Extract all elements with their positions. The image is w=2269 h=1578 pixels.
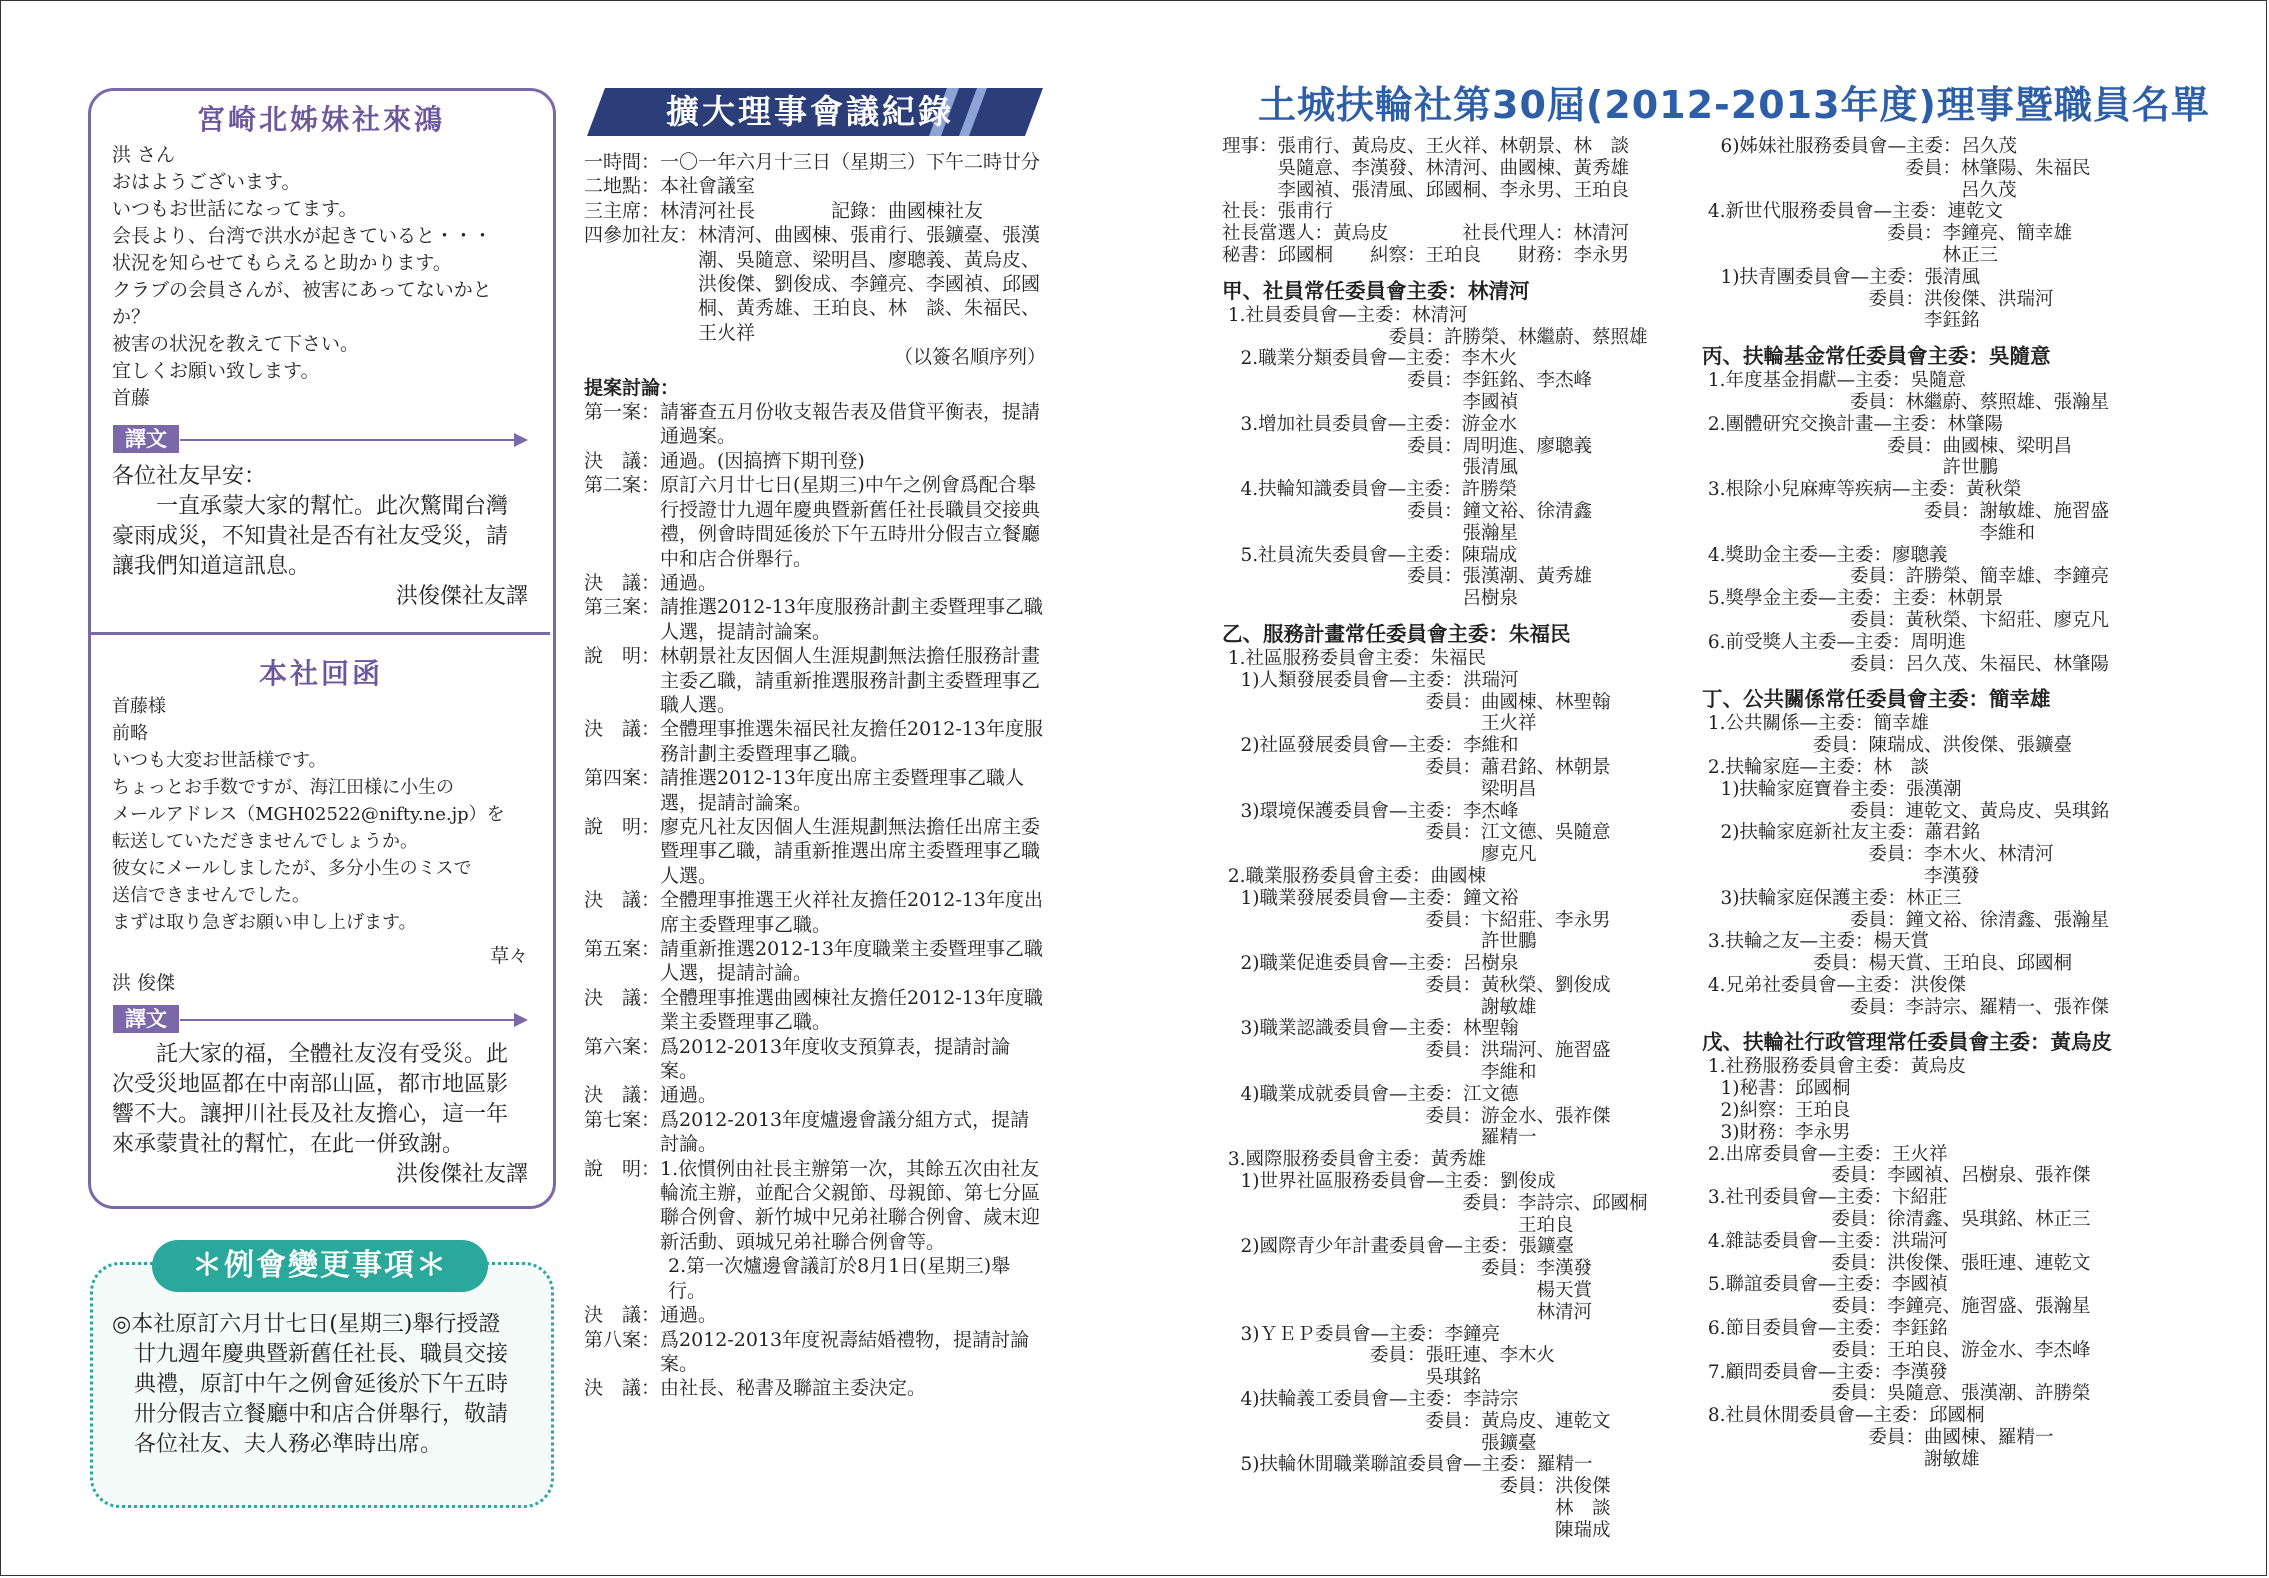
roster-line: 委員：謝敏雄、施習盛 — [1702, 500, 2110, 522]
notice-line: 典禮，原訂中午之例會延後於下午五時 — [112, 1372, 509, 1397]
arrow-line — [180, 439, 516, 441]
roster-line: 李維和 — [1222, 1062, 1537, 1084]
reply-letter — [112, 693, 542, 936]
minutes-row — [584, 150, 1046, 174]
minutes-row-value: 原訂六月廿七日(星期三)中午之例會爲配合舉行授證廿九週年慶典暨新舊任社長職員交接典禮，例會時間延後於下午五時卅分假吉立餐廳中和店合併舉行。 — [660, 474, 1041, 570]
roster-line: 委員：李詩宗、羅精一、張祚傑 — [1702, 996, 2110, 1018]
roster-line: 2.團體研究交換計畫—主委：林肇陽 — [1702, 413, 2004, 435]
roster-line: 委員：許勝榮、簡幸雄、李鐘亮 — [1702, 566, 2110, 588]
roster-line: 委員：徐清鑫、吳琪銘、林正三 — [1702, 1209, 2091, 1231]
roster-line: 許世鵬 — [1702, 457, 1999, 479]
roster-line: 李漢發 — [1702, 865, 1980, 887]
minutes-row — [584, 595, 1046, 644]
roster-line: 委員：張旺連、李木火 — [1222, 1345, 1556, 1367]
translation-badge: 譯文 — [113, 1005, 179, 1033]
letter-line: 送信できませんでした。 — [112, 885, 310, 906]
translation-badge: 譯文 — [113, 425, 179, 453]
roster-section-heading: 戊、扶輪社行政管理常任委員會主委：黃烏皮 — [1702, 1030, 2112, 1055]
minutes-row-value: 林清河、曲國棟、張甫行、張鑛臺、張漢潮、吳隨意、梁明昌、廖聰義、黃烏皮、洪俊傑、劉俊成、李鐘亮、李國禎、邱國桐、黃秀雄、王珀良、林 談、朱福民、王火祥 — [698, 224, 1041, 344]
minutes-row-value: 通過。 — [660, 571, 718, 594]
roster-line: 委員：李鐘亮、簡幸雄 — [1702, 223, 2073, 245]
roster-line: 1.年度基金捐獻—主委：吳隨意 — [1702, 370, 1967, 392]
translation-line: 響不大。讓押川社長及社友擔心，這一年 — [112, 1102, 509, 1127]
roster-line: 3)財務：李永男 — [1702, 1121, 1851, 1143]
roster-line: 王火祥 — [1222, 713, 1537, 735]
letter-line: いつも大変お世話様です。 — [112, 750, 327, 771]
roster-line: 委員：洪瑞河、施習盛 — [1222, 1040, 1611, 1062]
roster-line: 委員：李木火、林清河 — [1702, 844, 2054, 866]
minutes-row — [584, 199, 1046, 223]
roster-line: 1)職業發展委員會—主委：鐘文裕 — [1222, 887, 1519, 909]
minutes-row-value: 爲2012-2013年度祝壽結婚禮物，提請討論案。 — [660, 1328, 1030, 1375]
minutes-row-key: 第三案： — [584, 596, 661, 619]
roster-line: 委員：李漢發 — [1222, 1258, 1593, 1280]
roster-line: 4.扶輪知識委員會—主委：許勝榮 — [1222, 479, 1518, 501]
roster-line: 李國禎 — [1222, 391, 1519, 413]
minutes-row-value — [679, 370, 1046, 400]
minutes-row — [584, 1035, 1046, 1084]
arrow-head — [514, 1013, 528, 1027]
minutes-row — [584, 174, 1046, 198]
minutes-row — [584, 1083, 1046, 1107]
roster-line: 委員：周明進、廖聰義 — [1222, 435, 1593, 457]
translation-line: 讓我們知道這訊息。 — [112, 554, 311, 579]
notice-line: 各位社友、夫人務必準時出席。 — [112, 1432, 443, 1457]
roster-section-heading: 丙、扶輪基金常任委員會主委：吳隨意 — [1702, 344, 2051, 369]
roster-line: 呂樹泉 — [1222, 588, 1519, 610]
roster-line: 委員：蕭君銘、林朝景 — [1222, 756, 1611, 778]
roster-line: 委員：卞紹莊、李永男 — [1222, 909, 1611, 931]
minutes-row-value: 全體理事推選曲國棟社友擔任2012-13年度職業主委暨理事乙職。 — [660, 986, 1043, 1034]
roster-line: 張瀚星 — [1222, 522, 1519, 544]
minutes-row-key: 決 議： — [584, 986, 661, 1009]
minutes-row — [584, 644, 1046, 717]
roster-line: 社長：張甫行 — [1222, 201, 1334, 223]
roster-line: 秘書：邱國桐 糾察：王珀良 財務：李永男 — [1222, 244, 1630, 266]
letter-line: 洪 さん — [112, 144, 176, 166]
letter-line: 被害の状況を教えて下さい。 — [112, 333, 360, 355]
sister-club-letter — [112, 142, 542, 412]
notice-title: ＊例會變更事項＊ — [152, 1240, 488, 1292]
roster-line: 3)職業認識委員會—主委：林聖翰 — [1222, 1018, 1519, 1040]
roster-title: 土城扶輪社第30屆(2012-2013年度)理事暨職員名單 — [1258, 83, 2210, 127]
minutes-row-key: 決 議： — [584, 571, 661, 594]
roster-line: 2.職業服務委員會主委：曲國棟 — [1222, 865, 1487, 887]
roster-line: 委員：李鐘亮、施習盛、張瀚星 — [1702, 1296, 2091, 1318]
roster-line: 委員：林肇陽、朱福民 — [1702, 157, 2091, 179]
minutes-row — [584, 449, 1046, 473]
roster-line: 3)ＹＥＰ委員會—主委：李鐘亮 — [1222, 1323, 1500, 1345]
minutes-row — [584, 223, 1046, 345]
roster-line: 羅精一 — [1222, 1127, 1537, 1149]
roster-line: 委員：林繼蔚、蔡照雄、張瀚星 — [1702, 391, 2110, 413]
minutes-row-value: 全體理事推選王火祥社友擔任2012-13年度出席主委暨理事乙職。 — [660, 889, 1043, 936]
minutes-row-value: 廖克凡社友因個人生涯規劃無法擔任出席主委暨理事乙職，請重新推選出席主委暨理事乙職人選。 — [660, 815, 1041, 887]
roster-line: 委員：鐘文裕、徐清鑫 — [1222, 500, 1593, 522]
minutes-row-key: 說 明： — [584, 815, 661, 838]
translation-line: 一直承蒙大家的幫忙。此次驚聞台灣 — [112, 494, 509, 519]
sister-club-title: 宮崎北姊妹社來鴻 — [196, 103, 445, 136]
letter-line: か？ — [112, 306, 151, 328]
roster-line: 林 談 — [1222, 1498, 1611, 1520]
roster-line: 社長當選人：黃烏皮 社長代理人：林清河 — [1222, 223, 1630, 245]
minutes-row-key: 決 議： — [584, 1084, 661, 1107]
roster-line: 委員：黃秋榮、劉俊成 — [1222, 974, 1611, 996]
minutes-row — [584, 1254, 1046, 1303]
roster-line: 2)國際青少年計畫委員會—主委：張鑛臺 — [1222, 1236, 1574, 1258]
minutes-row — [584, 717, 1046, 766]
roster-line: 6.節目委員會—主委：李鈺銘 — [1702, 1318, 1948, 1340]
roster-line: 2.出席委員會—主委：王火祥 — [1702, 1143, 1948, 1165]
roster-line: 8.社員休閒委員會—主委：邱國桐 — [1702, 1405, 1985, 1427]
roster-line: 呂久茂 — [1702, 179, 2017, 201]
minutes-row-value: 全體理事推選朱福民社友擔任2012-13年度服務計劃主委暨理事乙職。 — [660, 718, 1043, 765]
letter-line: 首藤様 — [112, 696, 166, 717]
minutes-row-key: 說 明： — [584, 645, 661, 668]
letter-line: クラブの会員さんが、被害にあってないかと — [112, 279, 492, 301]
roster-line: 2.職業分類委員會—主委：李木火 — [1222, 348, 1518, 370]
roster-line: 委員：許勝榮、林繼蔚、蔡照雄 — [1222, 326, 1648, 348]
roster-line: 3)環境保護委員會—主委：李杰峰 — [1222, 800, 1519, 822]
roster-line: 委員：張漢潮、黃秀雄 — [1222, 566, 1593, 588]
roster-line: 1)世界社區服務委員會—主委：劉俊成 — [1222, 1171, 1556, 1193]
roster-section-heading: 乙、服務計畫常任委員會主委：朱福民 — [1222, 621, 1571, 646]
notice-line: 卅分假吉立餐廳中和店合併舉行，敬請 — [112, 1402, 509, 1427]
roster-line: 4)職業成就委員會—主委：江文德 — [1222, 1083, 1519, 1105]
minutes-row-value: 爲2012-2013年度收支預算表，提請討論案。 — [660, 1035, 1011, 1083]
roster-line: 謝敏雄 — [1222, 996, 1537, 1018]
letter-line: まずは取り急ぎお願い申し上げます。 — [112, 912, 417, 933]
minutes-row-key: 說 明： — [584, 1157, 661, 1180]
letter-line: 前略 — [112, 723, 148, 744]
roster-line: 3.國際服務委員會主委：黃秀雄 — [1222, 1149, 1487, 1171]
minutes-row — [584, 1303, 1046, 1327]
roster-line: 3.根除小兒麻痺等疾病—主委：黃秋榮 — [1702, 479, 2022, 501]
roster-line: 4.兄弟社委員會—主委：洪俊傑 — [1702, 974, 1967, 996]
roster-line: 委員：鐘文裕、徐清鑫、張瀚星 — [1702, 909, 2110, 931]
translation-line: 託大家的福，全體社友沒有受災。此 — [112, 1042, 509, 1067]
reply-signature: 洪 俊傑 — [112, 972, 176, 994]
roster-line: 理事：張甫行、黃烏皮、王火祥、林朝景、林 談 — [1222, 136, 1630, 157]
roster-line: 委員：黃烏皮、連乾文 — [1222, 1410, 1611, 1432]
minutes-row — [584, 370, 1046, 400]
roster-line: 3.扶輪之友—主委：楊天賞 — [1702, 931, 1930, 953]
roster-line: 委員：江文德、吳隨意 — [1222, 822, 1611, 844]
minutes-row-key: 決 議： — [584, 889, 661, 912]
roster-line: 吳隨意、李漢發、林清河、曲國棟、黃秀雄 — [1222, 157, 1630, 179]
minutes-row — [584, 986, 1046, 1035]
roster-line: 委員：洪俊傑、洪瑞河 — [1702, 288, 2054, 310]
minutes-body — [584, 150, 1046, 1401]
roster-line: 委員：李鈺銘、李杰峰 — [1222, 370, 1593, 392]
letter-line: 彼女にメールしましたが、多分小生のミスで — [112, 858, 472, 879]
minutes-row — [584, 400, 1046, 449]
roster-line: 4.新世代服務委員會—主委：連乾文 — [1702, 201, 2004, 223]
letter-line: ちょっとお手数ですが、海江田様に小生の — [112, 777, 454, 798]
minutes-row-value: 請推選2012-13年度服務計劃主委暨理事乙職人選，提請討論案。 — [660, 596, 1043, 643]
roster-line: 2)社區發展委員會—主委：李維和 — [1222, 735, 1519, 757]
minutes-row-value: 由社長、秘書及聯誼主委決定。 — [660, 1377, 927, 1400]
minutes-row-value: 通過。(因搞擠下期刊登) — [660, 449, 865, 472]
minutes-row — [584, 1108, 1046, 1157]
minutes-row-key: 二地點： — [584, 175, 661, 198]
minutes-row-value: 2.第一次爐邊會議訂於8月1日(星期三)舉行。 — [668, 1255, 1011, 1302]
reply-title: 本社回函 — [258, 657, 383, 690]
minutes-row-key: 決 議： — [584, 1377, 661, 1400]
minutes-row-value: 一〇一年六月十三日（星期三）下午二時廿分 — [660, 151, 1041, 173]
roster-line: 委員：李國禎、呂樹泉、張祚傑 — [1702, 1165, 2091, 1187]
roster-line: 2)職業促進委員會—主委：呂樹泉 — [1222, 953, 1519, 975]
minutes-row-key: 第二案： — [584, 474, 661, 497]
notice-body — [112, 1310, 542, 1460]
notice-line: 廿九週年慶典暨新舊任社長、職員交接 — [112, 1342, 509, 1367]
roster-line: 梁明昌 — [1222, 778, 1537, 800]
roster-line: 3.社刊委員會—主委：卞紹莊 — [1702, 1187, 1948, 1209]
minutes-row-value: 爲2012-2013年度爐邊會議分組方式，提請討論。 — [660, 1108, 1030, 1156]
roster-line: 李國禎、張清風、邱國桐、李永男、王珀良 — [1222, 179, 1630, 201]
translation-line: 來承蒙貴社的幫忙，在此一併致謝。 — [112, 1132, 465, 1157]
translation-line: 豪雨成災，不知貴社是否有社友受災，請 — [112, 524, 509, 549]
roster-line: 林正三 — [1702, 244, 1999, 266]
minutes-row-key: 第七案： — [584, 1108, 661, 1131]
roster-line: 委員：連乾文、黃烏皮、吳琪銘 — [1702, 800, 2110, 822]
roster-line: 張鑛臺 — [1222, 1432, 1537, 1454]
minutes-row — [584, 345, 1046, 369]
roster-line: 3.增加社員委員會—主委：游金水 — [1222, 413, 1518, 435]
roster-line: 委員：曲國棟、羅精一 — [1702, 1427, 2054, 1449]
roster-line: 李維和 — [1702, 522, 2036, 544]
roster-line: 委員：黃秋榮、卞紹莊、廖克凡 — [1702, 609, 2110, 631]
letter-line: いつもお世話になってます。 — [112, 198, 358, 220]
arrow-line — [180, 1019, 516, 1021]
reply-closing: 草々 — [489, 945, 528, 967]
minutes-row-key: 第八案： — [584, 1328, 661, 1351]
minutes-row-key: 第六案： — [584, 1035, 661, 1058]
reply-translator: 洪俊傑社友譯 — [395, 1162, 528, 1187]
minutes-row-key: 決 議： — [584, 718, 661, 741]
roster-section-heading: 甲、社員常任委員會主委：林清河 — [1222, 278, 1530, 303]
minutes-row-key: 決 議： — [584, 1304, 661, 1327]
letter-line: おはようございます。 — [112, 171, 301, 193]
minutes-row-value: 林朝景社友因個人生涯規劃無法擔任服務計畫主委乙職，請重新推選服務計劃主委暨理事乙職人選。 — [660, 645, 1041, 716]
roster-line: 5)扶輪休閒職業聯誼委員會—主委：羅精一 — [1222, 1454, 1593, 1476]
reply-translation — [112, 1040, 532, 1160]
minutes-row — [584, 1157, 1046, 1255]
notice-line: ◎本社原訂六月廿七日(星期三)舉行授證 — [112, 1312, 501, 1337]
roster-line: 1)扶青團委員會—主委：張清風 — [1702, 266, 1980, 288]
roster-line: 5.社員流失委員會—主委：陳瑞成 — [1222, 544, 1518, 566]
minutes-row — [584, 1328, 1046, 1377]
letter-line: 会長より、台湾で洪水が起きていると・・・ — [112, 225, 493, 247]
roster-line: 3)扶輪家庭保護主委：林正三 — [1702, 887, 1962, 909]
roster-line: 委員：曲國棟、林聖翰 — [1222, 691, 1611, 713]
roster-line: 委員：李詩宗、邱國桐 — [1222, 1192, 1648, 1214]
minutes-row-value: 請審查五月份收支報告表及借貸平衡表，提請通過案。 — [660, 401, 1041, 448]
minutes-row — [584, 473, 1046, 571]
roster-line: 1)扶輪家庭寶眷主委：張漢潮 — [1702, 778, 1962, 800]
roster-line: 委員：洪俊傑 — [1222, 1476, 1611, 1498]
minutes-row — [584, 571, 1046, 595]
roster-line: 王珀良 — [1222, 1214, 1574, 1236]
minutes-row — [584, 937, 1046, 986]
roster-line: 吳琪銘 — [1222, 1367, 1482, 1389]
letters-box-divider — [91, 632, 550, 635]
roster-line: 委員：游金水、張祚傑 — [1222, 1105, 1611, 1127]
minutes-row-value: 林清河社長 記錄：曲國棟社友 — [660, 199, 984, 222]
roster-line: 4)扶輪義工委員會—主委：李詩宗 — [1222, 1389, 1519, 1411]
roster-line: 楊天賞 — [1222, 1280, 1593, 1302]
minutes-banner-title: 擴大理事會議紀錄 — [666, 92, 954, 131]
roster-line: 5.獎學金主委—主委：主委：林朝景 — [1702, 588, 2004, 610]
minutes-row-value: 請重新推選2012-13年度職業主委暨理事乙職人選，提請討論。 — [660, 938, 1043, 985]
minutes-row — [584, 1376, 1046, 1400]
roster-line: 許世鵬 — [1222, 931, 1537, 953]
roster-line: 1.社區服務委員會主委：朱福民 — [1222, 647, 1487, 669]
minutes-row-value: 通過。 — [660, 1084, 718, 1107]
letter-line: 首藤 — [112, 387, 151, 409]
roster-line: 1)秘書：邱國桐 — [1702, 1078, 1851, 1100]
roster-line: 委員：曲國棟、梁明昌 — [1702, 435, 2073, 457]
roster-line: 林清河 — [1222, 1301, 1593, 1323]
translation-line: 各位社友早安： — [112, 464, 267, 489]
roster-line: 張清風 — [1222, 457, 1519, 479]
minutes-row-key: 四參加社友： — [584, 224, 699, 247]
minutes-row-key: 第四案： — [584, 767, 661, 790]
minutes-row — [584, 766, 1046, 815]
roster-line: 7.顧問委員會—主委：李漢發 — [1702, 1361, 1948, 1383]
translation-line: 次受災地區都在中南部山區，都市地區影 — [112, 1072, 509, 1097]
sister-club-translator: 洪俊傑社友譯 — [395, 584, 528, 609]
minutes-row-key: 提案討論： — [584, 376, 680, 399]
minutes-row-value: 請推選2012-13年度出席主委暨理事乙職人選，提請討論案。 — [660, 767, 1024, 814]
roster-line: 委員：楊天賞、王珀良、邱國桐 — [1702, 953, 2073, 975]
minutes-row-key: 第一案： — [584, 401, 661, 424]
roster-line: 1.公共關係—主委：簡幸雄 — [1702, 713, 1930, 735]
roster-line: 4.獎助金主委—主委：廖聰義 — [1702, 544, 1948, 566]
minutes-row-value: 1.依慣例由社長主辦第一次，其餘五次由社友輪流主辦，並配合父親節、母親節、第七分區聯合例會、新竹城中兄弟社聯合例會、歲末迎新活動、頭城兄弟社聯合例會等。 — [660, 1157, 1041, 1253]
letter-line: メールアドレス（MGH02522@nifty.ne.jp）を — [112, 804, 505, 825]
roster-line: 6)姊妹社服務委員會—主委：呂久茂 — [1702, 136, 2017, 157]
roster-line: 委員：洪俊傑、張旺連、連乾文 — [1702, 1252, 2091, 1274]
roster-col-1 — [1222, 136, 1712, 1542]
minutes-row-key: 一時間： — [584, 151, 661, 173]
letter-line: 宜しくお願い致します。 — [112, 360, 320, 382]
sister-club-translation — [112, 462, 532, 582]
arrow-head — [514, 433, 528, 447]
minutes-row-key: 三主席： — [584, 199, 661, 222]
roster-line: 4.雜誌委員會—主委：洪瑞河 — [1702, 1230, 1948, 1252]
roster-line: 1.社務服務委員會主委：黃烏皮 — [1702, 1056, 1967, 1078]
minutes-row-value: 通過。 — [660, 1304, 718, 1327]
roster-section-heading: 丁、公共關係常任委員會主委：簡幸雄 — [1702, 687, 2051, 712]
roster-line: 2)糾察：王珀良 — [1702, 1100, 1851, 1122]
minutes-row-value: （以簽名順序列） — [893, 346, 1046, 369]
minutes-row — [584, 815, 1046, 888]
letter-line: 転送していただきませんでしょうか。 — [112, 831, 418, 852]
roster-line: 2)扶輪家庭新社友主委：蕭君銘 — [1702, 822, 1980, 844]
minutes-row-value: 本社會議室 — [660, 175, 756, 198]
roster-line: 1)人類發展委員會—主委：洪瑞河 — [1222, 669, 1519, 691]
roster-line: 委員：王珀良、游金水、李杰峰 — [1702, 1339, 2091, 1361]
roster-line: 5.聯誼委員會—主委：李國禎 — [1702, 1274, 1948, 1296]
roster-line: 委員：吳隨意、張漢潮、許勝榮 — [1702, 1383, 2091, 1405]
roster-line: 謝敏雄 — [1702, 1448, 1980, 1470]
minutes-row-key: 第五案： — [584, 938, 661, 960]
roster-line: 2.扶輪家庭—主委：林 談 — [1702, 756, 1930, 778]
roster-line: 廖克凡 — [1222, 844, 1537, 866]
roster-col-2 — [1702, 136, 2202, 1471]
roster-line: 委員：陳瑞成、洪俊傑、張鑛臺 — [1702, 735, 2073, 757]
roster-line: 委員：呂久茂、朱福民、林肇陽 — [1702, 653, 2110, 675]
minutes-row-key: 決 議： — [584, 449, 661, 472]
roster-line: 李鈺銘 — [1702, 310, 1980, 332]
letter-line: 状況を知らせてもらえると助かります。 — [112, 252, 452, 274]
roster-line: 1.社員委員會—主委：林清河 — [1222, 304, 1468, 326]
roster-line: 6.前受獎人主委—主委：周明進 — [1702, 631, 1967, 653]
roster-line: 陳瑞成 — [1222, 1519, 1611, 1541]
minutes-row — [584, 888, 1046, 937]
